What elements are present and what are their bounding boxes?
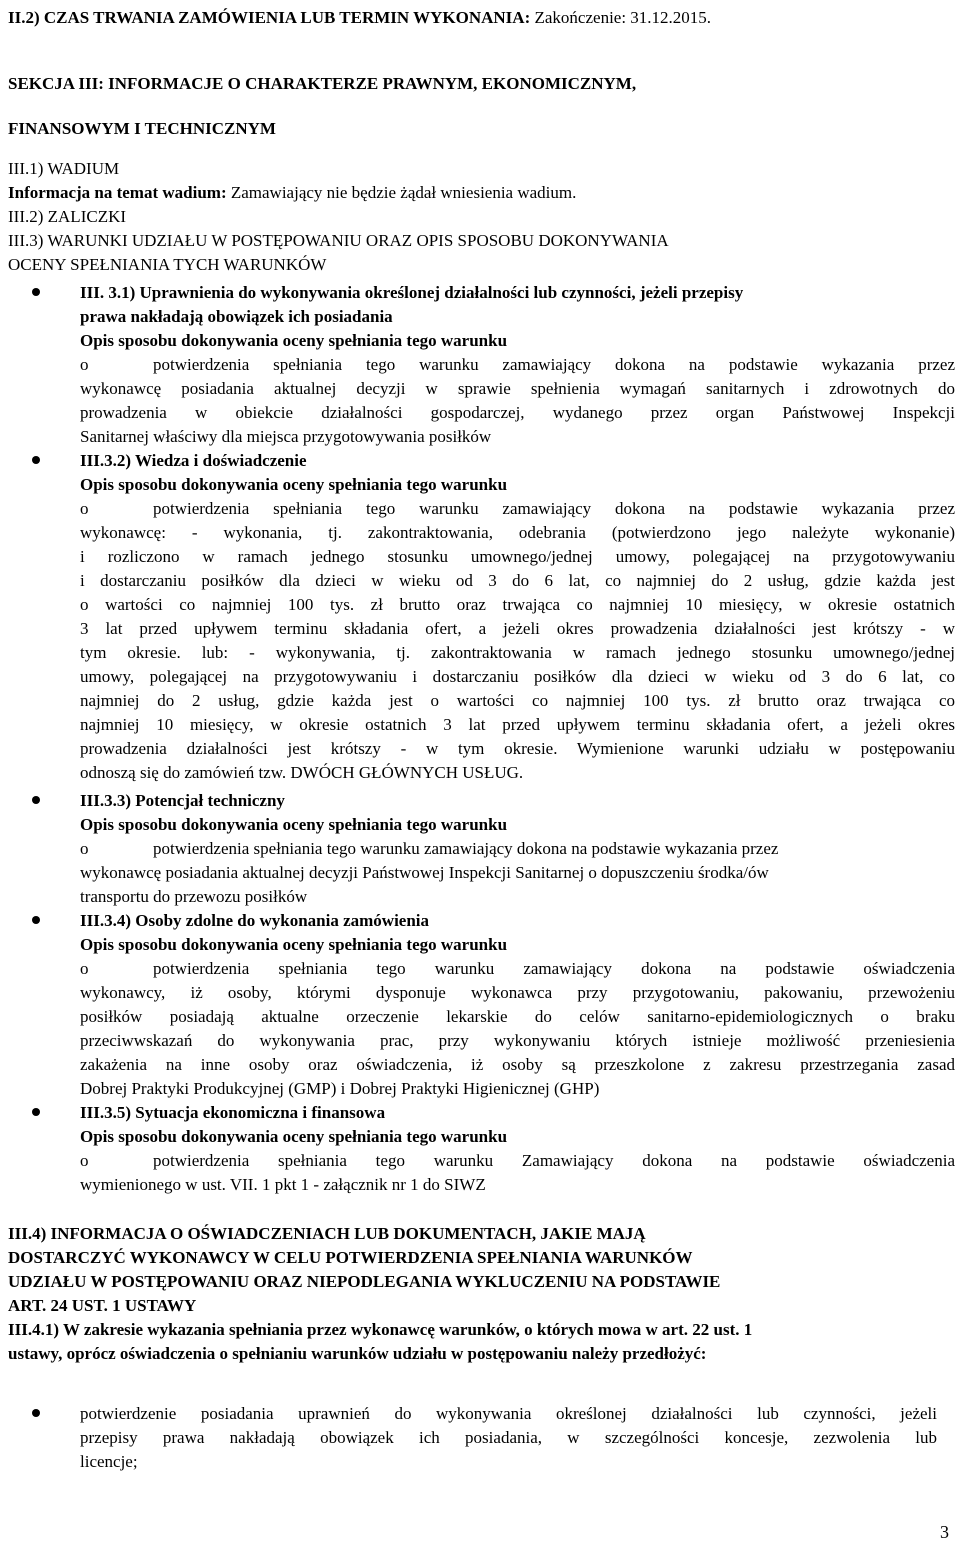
sub-bullet-marker: o [80, 839, 89, 858]
conditions-heading-line2: OCENY SPEŁNIANIA TYCH WARUNKÓW [8, 255, 327, 274]
condition4-text-line: Dobrej Praktyki Produkcyjnej (GMP) i Dobrej Praktyki Higienicznej (GHP) [80, 1079, 600, 1098]
condition5-opis-label: Opis sposobu dokonywania oceny spełniania tego warunku [80, 1127, 508, 1146]
condition2-text-line: 3 lat przed upływem terminu składania ofert, a jeżeli okres prowadzenia działalności jest krótszy - w [80, 619, 955, 638]
wadium-info-line [8, 181, 576, 204]
documents-subheading-line: ustawy, oprócz oświadczenia o spełnianiu warunków udziału w postępowaniu należy przedłożyć: [8, 1344, 707, 1363]
documents-subheading-line: III.4.1) W zakresie wykazania spełniania przez wykonawcę warunków, o których mowa w art. 22 ust. 1 [8, 1320, 753, 1339]
section-title-line2: FINANSOWYM I TECHNICZNYM [8, 119, 276, 138]
condition2-text-line: umowy, polegającej na przygotowywaniu i dostarczaniu posiłków dla dzieci w wieku od 3 do 6 lat, co [80, 667, 955, 686]
page-number: 3 [940, 1522, 949, 1542]
condition2-text-line: wykonawcę: - wykonania, tj. zakontraktowania, odebrania (potwierdzono jego należyte wykonanie) [80, 523, 955, 542]
condition3-heading: III.3.3) Potencjał techniczny [80, 791, 285, 810]
condition2-text-line: i rozliczono w ramach jednego stosunku umownego/jednej umowy, polegającej na przygotowywaniu [80, 547, 955, 566]
conditions-heading-line1: III.3) WARUNKI UDZIAŁU W POSTĘPOWANIU ORAZ OPIS SPOSOBU DOKONYWANIA [8, 231, 669, 250]
condition3-text-line: wykonawcę posiadania aktualnej decyzji Państwowej Inspekcji Sanitarnej o dopuszczeniu środka/ów [80, 863, 769, 882]
bullet-marker [32, 1108, 40, 1116]
condition1-text-line: potwierdzenia spełniania tego warunku zamawiający dokona na podstawie wykazania przez [153, 355, 955, 374]
condition2-text-line: i dostarczaniu posiłków dla dzieci w wieku od 3 do 6 lat, co najmniej do 2 usług, gdzie każda jest [80, 571, 955, 590]
bullet-marker [32, 1409, 40, 1417]
condition4-text-line: posiłków posiadają aktualne orzeczenie lekarskie do celów sanitarno-epidemiologicznych o braku [80, 1007, 955, 1026]
documents-heading-line: UDZIAŁU W POSTĘPOWANIU ORAZ NIEPODLEGANIA WYKLUCZENIU NA PODSTAWIE [8, 1272, 721, 1291]
condition2-text-line: tym okresie. lub: - wykonywania, tj. zakontraktowania w ramach jednego stosunku umownego/jednej [80, 643, 955, 662]
condition2-heading: III.3.2) Wiedza i doświadczenie [80, 451, 307, 470]
condition4-text-line: wykonawcy, iż osoby, którymi dysponuje wykonawca przy przygotowaniu, pakowaniu, przewożeniu [80, 983, 955, 1002]
bullet-marker [32, 288, 40, 296]
documents-heading-line: DOSTARCZYĆ WYKONAWCY W CELU POTWIERDZENIA SPEŁNIANIA WARUNKÓW [8, 1248, 693, 1267]
bullet-marker [32, 796, 40, 804]
wadium-info-label: Informacja na temat wadium: [8, 183, 227, 202]
duration-line [8, 6, 711, 29]
documents-item-line: licencje; [80, 1452, 138, 1471]
condition2-text-line: potwierdzenia spełniania tego warunku zamawiający dokona na podstawie wykazania przez [153, 499, 955, 518]
condition2-text-line: najmniej do 2 usług, gdzie każda jest o wartości co najmniej 100 tys. zł brutto oraz trwająca co [80, 691, 955, 710]
condition1-heading-line2: prawa nakładają obowiązek ich posiadania [80, 307, 393, 326]
condition1-text-line: wykonawcę posiadania aktualnej decyzji w sprawie spełnienia wymagań sanitarnych i zdrowotnych do [80, 379, 955, 398]
bullet-marker [32, 456, 40, 464]
condition3-text-line: transportu do przewozu posiłków [80, 887, 308, 906]
documents-item-line: przepisy prawa nakładają obowiązek ich posiadania, w szczególności koncesje, zezwolenia lub [80, 1428, 937, 1447]
sub-bullet-marker: o [80, 1151, 89, 1170]
condition2-opis-label: Opis sposobu dokonywania oceny spełniania tego warunku [80, 475, 508, 494]
condition4-heading: III.3.4) Osoby zdolne do wykonania zamówienia [80, 911, 430, 930]
section-title-line1: SEKCJA III: INFORMACJE O CHARAKTERZE PRAWNYM, EKONOMICZNYM, [8, 74, 637, 93]
documents-heading-line: III.4) INFORMACJA O OŚWIADCZENIACH LUB DOKUMENTACH, JAKIE MAJĄ [8, 1224, 646, 1243]
condition5-text-line: wymienionego w ust. VII. 1 pkt 1 - załącznik nr 1 do SIWZ [80, 1175, 486, 1194]
sub-bullet-marker: o [80, 355, 89, 374]
condition3-text-line: potwierdzenia spełniania tego warunku zamawiający dokona na podstawie wykazania przez [153, 839, 779, 858]
zaliczki-heading: III.2) ZALICZKI [8, 207, 127, 226]
duration-value: Zakończenie: 31.12.2015. [534, 8, 712, 27]
condition4-text-line: przeciwwskazań do wykonywania prac, przy wykonywaniu których istnieje możliwość przeniesienia [80, 1031, 955, 1050]
wadium-info-value: Zamawiający nie będzie żądał wniesienia wadium. [230, 183, 577, 202]
condition4-opis-label: Opis sposobu dokonywania oceny spełniania tego warunku [80, 935, 508, 954]
condition1-text-line: prowadzenia w obiekcie działalności gospodarczej, wydanego przez organ Państwowej Inspekcji [80, 403, 955, 422]
condition1-heading-line1: III. 3.1) Uprawnienia do wykonywania określonej działalności lub czynności, jeżeli przepisy [80, 283, 744, 302]
condition4-text-line: zakażenia na inne osoby oraz oświadczenia, iż osoby są przeszkolone z zakresu przestrzegania zasad [80, 1055, 955, 1074]
sub-bullet-marker: o [80, 959, 89, 978]
condition2-text-line: odnoszą się do zamówień tzw. DWÓCH GŁÓWNYCH USŁUG. [80, 763, 524, 782]
condition1-text-line: Sanitarnej właściwy dla miejsca przygotowywania posiłków [80, 427, 492, 446]
condition2-text-line: prowadzenia działalności jest krótszy - w tym okresie. Wymienione warunki udziału w postępowaniu [80, 739, 955, 758]
condition3-opis-label: Opis sposobu dokonywania oceny spełniania tego warunku [80, 815, 508, 834]
documents-heading-line: ART. 24 UST. 1 USTAWY [8, 1296, 197, 1315]
condition5-text-line: potwierdzenia spełniania tego warunku Zamawiający dokona na podstawie oświadczenia [153, 1151, 955, 1170]
duration-label: II.2) CZAS TRWANIA ZAMÓWIENIA LUB TERMIN WYKONANIA: [8, 8, 531, 27]
condition4-text-line: potwierdzenia spełniania tego warunku zamawiający dokona na podstawie oświadczenia [153, 959, 955, 978]
condition2-text-line: o wartości co najmniej 100 tys. zł brutto oraz trwająca co najmniej 10 miesięcy, w okresie ostatnich [80, 595, 955, 614]
bullet-marker [32, 916, 40, 924]
condition2-text-line: najmniej 10 miesięcy, w okresie ostatnich 3 lat przed upływem terminu składania ofert, a jeżeli okres [80, 715, 955, 734]
condition5-heading: III.3.5) Sytuacja ekonomiczna i finansowa [80, 1103, 386, 1122]
wadium-heading: III.1) WADIUM [8, 159, 120, 178]
sub-bullet-marker: o [80, 499, 89, 518]
documents-item-line: potwierdzenie posiadania uprawnień do wykonywania określonej działalności lub czynności, jeżeli [80, 1404, 937, 1423]
condition1-opis-label: Opis sposobu dokonywania oceny spełniania tego warunku [80, 331, 508, 350]
